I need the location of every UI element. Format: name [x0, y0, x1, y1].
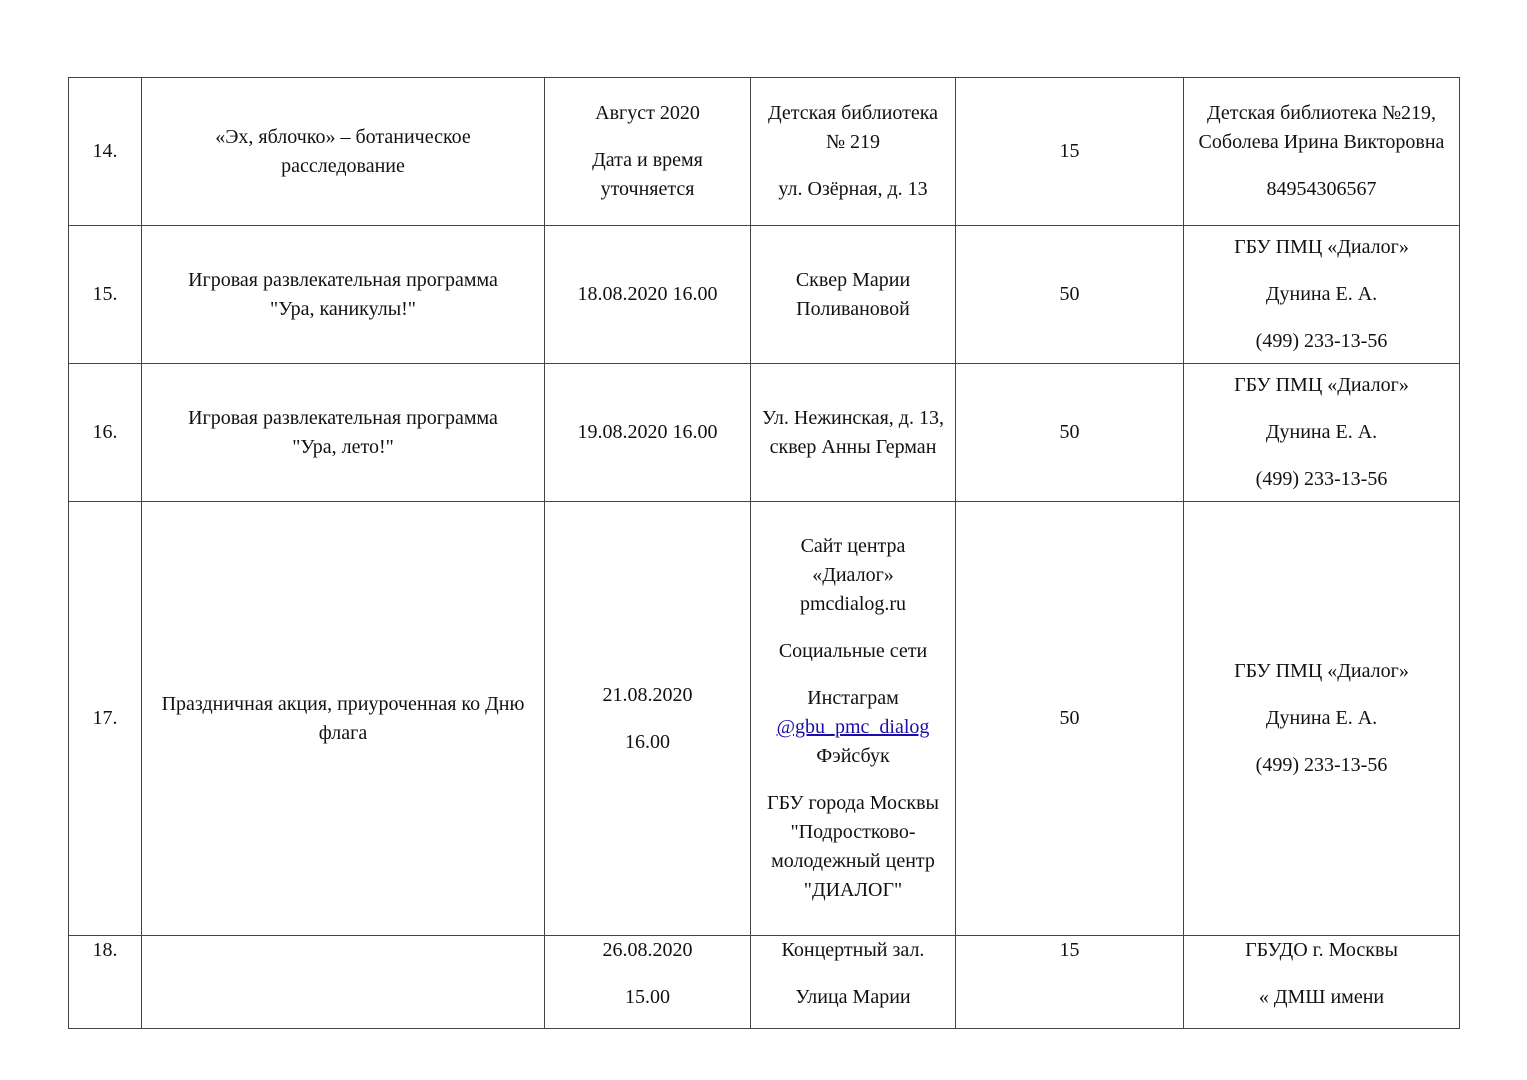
row-number: 15. — [69, 226, 142, 364]
participant-count: 50 — [956, 502, 1184, 936]
event-title: Игровая развлекательная программа "Ура, лето!" — [142, 364, 545, 502]
event-contact: ГБУ ПМЦ «Диалог» Дунина Е. А. (499) 233-13-56 — [1184, 226, 1460, 364]
table-row — [69, 78, 1460, 226]
event-date: 19.08.2020 16.00 — [545, 364, 751, 502]
event-date: 21.08.2020 16.00 — [545, 502, 751, 936]
event-date: Август 2020 Дата и время уточняется — [545, 78, 751, 226]
participant-count: 50 — [956, 226, 1184, 364]
table-row — [69, 936, 1460, 1029]
event-title — [142, 936, 545, 1029]
participant-count: 15 — [956, 936, 1184, 1029]
event-title: Игровая развлекательная программа "Ура, каникулы!" — [142, 226, 545, 364]
event-place: Сайт центра «Диалог» pmcdialog.ru Социальные сети Инстаграм @gbu_pmc_dialog Фэйсбук ГБУ города Москвы "Подростково-молодежный центр "ДИАЛОГ" — [751, 502, 956, 936]
event-place: Ул. Нежинская, д. 13, сквер Анны Герман — [751, 364, 956, 502]
instagram-link[interactable]: @gbu_pmc_dialog — [776, 716, 930, 738]
event-place: Детская библиотека № 219 ул. Озёрная, д. 13 — [751, 78, 956, 226]
event-date: 18.08.2020 16.00 — [545, 226, 751, 364]
row-number: 14. — [69, 78, 142, 226]
event-contact: ГБУ ПМЦ «Диалог» Дунина Е. А. (499) 233-13-56 — [1184, 364, 1460, 502]
event-place: Концертный зал. Улица Марии — [751, 936, 956, 1029]
participant-count: 50 — [956, 364, 1184, 502]
row-number: 16. — [69, 364, 142, 502]
row-number: 17. — [69, 502, 142, 936]
row-number: 18. — [69, 936, 142, 1029]
event-title: «Эх, яблочко» – ботаническое расследование — [142, 78, 545, 226]
event-contact: ГБУДО г. Москвы « ДМШ имени — [1184, 936, 1460, 1029]
event-contact: ГБУ ПМЦ «Диалог» Дунина Е. А. (499) 233-13-56 — [1184, 502, 1460, 936]
event-date: 26.08.2020 15.00 — [545, 936, 751, 1029]
table-row — [69, 502, 1460, 936]
event-place: Сквер Марии Поливановой — [751, 226, 956, 364]
event-title: Праздничная акция, приуроченная ко Дню флага — [142, 502, 545, 936]
participant-count: 15 — [956, 78, 1184, 226]
table-row — [69, 364, 1460, 502]
event-contact: Детская библиотека №219, Соболева Ирина Викторовна 84954306567 — [1184, 78, 1460, 226]
table-row — [69, 226, 1460, 364]
events-table — [68, 77, 1460, 1029]
